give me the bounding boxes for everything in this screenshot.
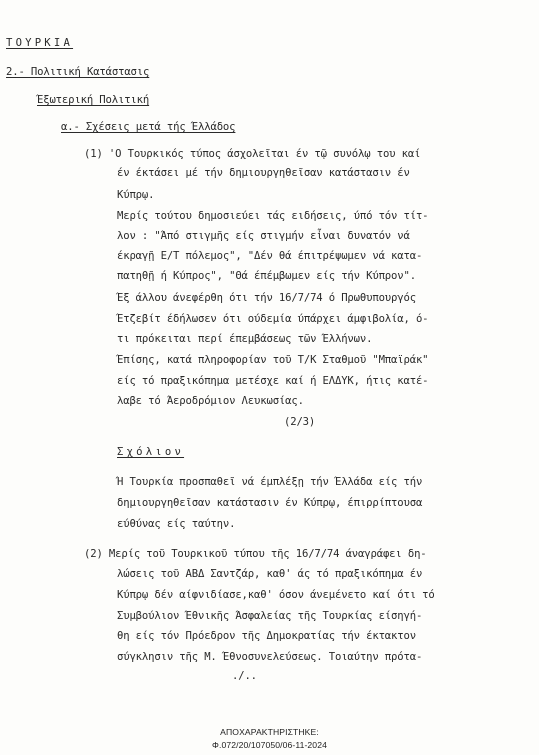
para1-line: Κύπρῳ. [117,189,155,201]
para1-line: είς τό πραξικόπημα μετέσχε καί ή ΕΛΔΥΚ, ήτις κατέ- [117,375,429,387]
page-reference: (2/3) [284,416,316,428]
para1-line: τι πρόκειται περί έπεμβάσεως τῶν Έλλήνων. [117,333,373,345]
para2-line: σύγκλησιν τῆς Μ. Έθνοσυνελεύσεως. Τοιαύτην πρότα- [117,651,423,663]
para1-line: λαβε τό Άεροδρόμιον Λευκωσίας. [117,395,304,407]
subsection-heading: Έξωτερική Πολιτική [37,94,150,106]
section-heading: 2.- Πολιτική Κατάστασις [6,66,150,78]
para1-line: Έπίσης, κατά πληροφορίαν τοῦ Τ/Κ Σταθμοῦ "Μπαϊράκ" [117,354,429,366]
para2-line: θη είς τόν Πρόεδρον τῆς Δημοκρατίας τήν έκτακτον [117,630,416,642]
para2-line: Κύπρῳ δέν αίφνιδίασε,καθ' όσον άνεμένετο καί ότι τό [117,589,435,601]
para1-line: Μερίς τούτου δημοσιεύει τάς ειδήσεις, ύπό τόν τίτ- [117,210,429,222]
continuation-mark: ./.. [232,670,257,682]
para1-line: πατηθῇ ή Κύπρος", "Θά έπέμβωμεν είς τήν Κύπρον". [117,270,416,282]
para1-line: Έξ άλλου άνεφέρθη ότι τήν 16/7/74 ό Πρωθυπουργός [117,292,416,304]
declassification-label: ΑΠΟΧΑΡΑΚΤΗΡΙΣΤΗΚΕ: [220,727,319,737]
para1-line: (1) 'Ο Τουρκικός τύπος άσχολεῖται έν τῷ συνόλῳ του καί [84,148,421,160]
para1-line: έν έκτάσει μέ τήν δημιουργηθεῖσαν κατάστασιν έν [117,167,410,179]
subsubsection-heading: α.- Σχέσεις μετά τής Έλλάδος [61,121,236,133]
para1-line: λον : "Άπό στιγμῆς είς στιγμήν εἶναι δυνατόν νά [117,230,410,242]
para2-line: Συμβούλιον Έθνικῆς Άσφαλείας τῆς Τουρκίας είσηγή- [117,610,423,622]
para1-line: έκραγῇ Ε/Τ πόλεμος", "Δέν θά έπιτρέψωμεν νά κατα- [117,250,423,262]
comment-heading: Σχόλιον [117,446,185,458]
para2-line: λώσεις τοῦ ΑΒΔ Σαντζάρ, καθ' άς τό πραξικόπημα έν [117,568,423,580]
comment-line: εύθύνας είς ταύτην. [117,518,236,530]
para2-line: (2) Μερίς τοῦ Τουρκικοῦ τύπου τῆς 16/7/74 άναγράφει δη- [84,548,427,560]
comment-line: δημιουργηθεῖσαν κατάστασιν έν Κύπρῳ, έπιρρίπτουσα [117,497,423,509]
country-heading: ΤΟΥΡΚΙΑ [6,37,74,49]
para1-line: Έτζεβίτ έδήλωσεν ότι ούδεμία ύπάρχει άμφιβολία, ό- [117,313,429,325]
comment-line: Ή Τουρκία προσπαθεῖ νά έμπλέξῃ τήν Έλλάδα είς τήν [117,476,423,488]
declassification-reference: Φ.072/20/107050/06-11-2024 [212,740,327,750]
